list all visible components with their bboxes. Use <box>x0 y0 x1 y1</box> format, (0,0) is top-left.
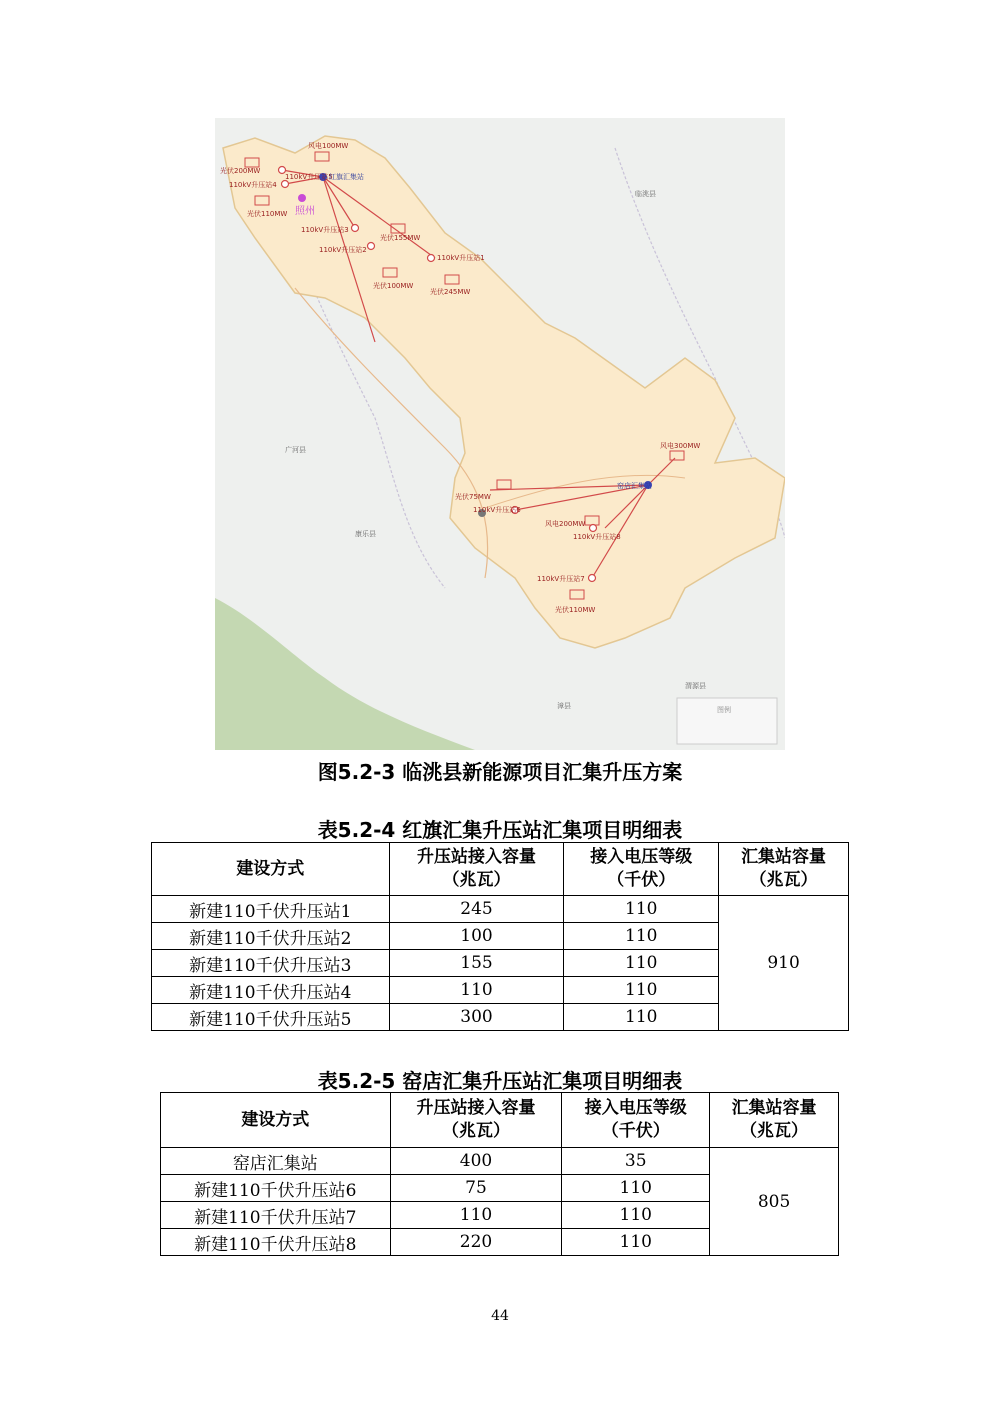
map-legend <box>677 698 777 744</box>
cell-voltage: 110 <box>564 1004 719 1031</box>
cell-name: 新建110千伏升压站8 <box>161 1229 391 1256</box>
label-st3: 110kV升压站3 <box>301 226 349 234</box>
label-yaodian: 窑店汇集站 <box>617 482 652 490</box>
label-wind200: 风电200MW <box>545 520 586 528</box>
page-number: 44 <box>491 1308 509 1324</box>
label-st2: 110kV升压站2 <box>319 246 367 254</box>
cell-capacity: 75 <box>390 1175 562 1202</box>
cell-capacity: 155 <box>389 950 564 977</box>
cell-voltage: 110 <box>564 923 719 950</box>
table-header-row <box>152 843 849 896</box>
header-capacity: 升压站接入容量 （兆瓦） <box>389 843 564 896</box>
header-total: 汇集站容量 （兆瓦） <box>710 1093 839 1148</box>
label-zhaozhou: 照州 <box>295 206 315 217</box>
cell-voltage: 110 <box>564 950 719 977</box>
cell-capacity: 100 <box>389 923 564 950</box>
table1 <box>151 842 849 1031</box>
cell-total: 805 <box>710 1148 839 1256</box>
table-row <box>161 1148 839 1175</box>
cell-name: 新建110千伏升压站3 <box>152 950 390 977</box>
label-pv110b: 光伏110MW <box>555 606 596 614</box>
header-method: 建设方式 <box>161 1093 391 1148</box>
label-st4: 110kV升压站4 <box>229 181 277 189</box>
cell-voltage: 110 <box>562 1202 710 1229</box>
label-st7: 110kV升压站7 <box>537 575 585 583</box>
cell-capacity: 110 <box>389 977 564 1004</box>
label-pv155: 光伏155MW <box>380 234 421 242</box>
label-st6: 110kV升压站6 <box>473 506 521 514</box>
cell-capacity: 220 <box>390 1229 562 1256</box>
cell-voltage: 35 <box>562 1148 710 1175</box>
label-st5: 110kV升压站5 <box>285 173 333 181</box>
label-pv245: 光伏245MW <box>430 288 471 296</box>
table-header-row <box>161 1093 839 1148</box>
cell-name: 窑店汇集站 <box>161 1148 391 1175</box>
cell-voltage: 110 <box>564 977 719 1004</box>
header-capacity: 升压站接入容量 （兆瓦） <box>390 1093 562 1148</box>
label-pv200: 光伏200MW <box>220 167 261 175</box>
label-pv75: 光伏75MW <box>455 493 491 501</box>
cell-name: 新建110千伏升压站5 <box>152 1004 390 1031</box>
cell-capacity: 300 <box>389 1004 564 1031</box>
label-wind100: 风电100MW <box>308 142 349 150</box>
cell-name: 新建110千伏升压站4 <box>152 977 390 1004</box>
table2-caption: 表5.2-5 窑店汇集升压站汇集项目明细表 <box>317 1069 683 1093</box>
header-voltage: 接入电压等级 （千伏） <box>564 843 719 896</box>
label-hongqi: 红旗汇集站 <box>329 173 364 181</box>
cell-name: 新建110千伏升压站2 <box>152 923 390 950</box>
label-guanghe: 广河县 <box>285 446 306 454</box>
cell-voltage: 110 <box>562 1229 710 1256</box>
label-kangle: 康乐县 <box>355 530 376 538</box>
table-row <box>152 896 849 923</box>
label-zhang: 漳县 <box>557 702 571 710</box>
table2 <box>160 1092 839 1256</box>
header-method: 建设方式 <box>152 843 390 896</box>
label-pv100: 光伏100MW <box>373 282 414 290</box>
cell-name: 新建110千伏升压站6 <box>161 1175 391 1202</box>
header-voltage: 接入电压等级 （千伏） <box>562 1093 710 1148</box>
header-total: 汇集站容量 （兆瓦） <box>719 843 849 896</box>
label-weiyuan: 渭源县 <box>685 682 706 690</box>
county-map <box>215 118 785 750</box>
label-wind300: 风电300MW <box>660 442 701 450</box>
label-st8: 110kV升压站8 <box>573 533 621 541</box>
label-pv110a: 光伏110MW <box>247 210 288 218</box>
table1-caption: 表5.2-4 红旗汇集升压站汇集项目明细表 <box>317 818 683 842</box>
cell-name: 新建110千伏升压站1 <box>152 896 390 923</box>
cell-voltage: 110 <box>562 1175 710 1202</box>
cell-capacity: 400 <box>390 1148 562 1175</box>
legend-title: 图例 <box>717 706 731 714</box>
label-st1: 110kV升压站1 <box>437 254 485 262</box>
cell-name: 新建110千伏升压站7 <box>161 1202 391 1229</box>
figure-caption: 图5.2-3 临洮县新能源项目汇集升压方案 <box>317 760 683 784</box>
cell-total: 910 <box>719 896 849 1031</box>
cell-capacity: 245 <box>389 896 564 923</box>
cell-voltage: 110 <box>564 896 719 923</box>
cell-capacity: 110 <box>390 1202 562 1229</box>
city-marker <box>298 194 306 202</box>
label-lintao: 临洮县 <box>635 190 656 198</box>
